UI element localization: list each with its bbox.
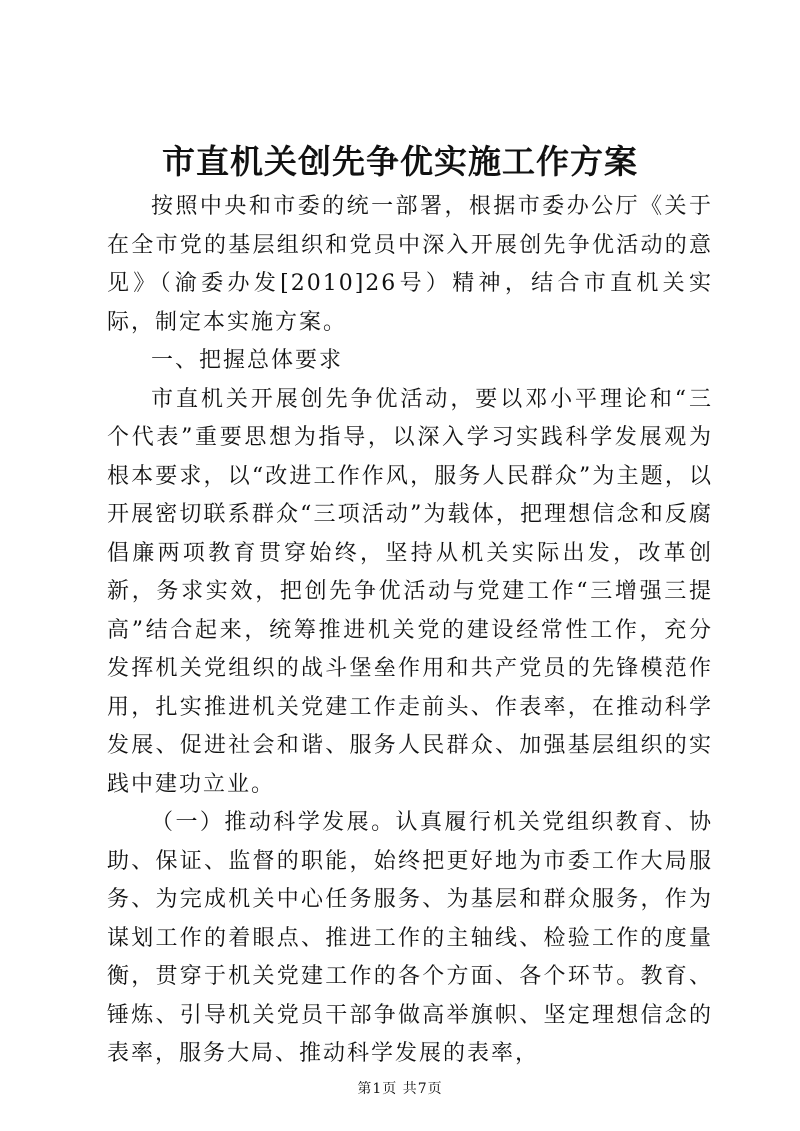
promote-scientific-development-paragraph: （一）推动科学发展。认真履行机关党组织教育、协助、保证、监督的职能，始终把更好地为市委工作大局服务、为完成机关中心任务服务、为基层和群众服务，作为谋划工作的着眼点、推进工作的主轴线、检验工作的度量衡，贯穿于机关党建工作的各个方面、各个环节。教育、锤炼、引导机关党员干部争做高举旗帜、坚定理想信念的表率，服务大局、推动科学发展的表率， bbox=[107, 810, 713, 1066]
document-body bbox=[107, 188, 713, 1074]
overall-requirements-paragraph: 市直机关开展创先争优活动，要以邓小平理论和“三个代表”重要思想为指导，以深入学习实践科学发展观为根本要求，以“改进工作作风，服务人民群众”为主题，以开展密切联系群众“三项活动”为载体，把理想信念和反腐倡廉两项教育贯穿始终，坚持从机关实际出发，改革创新，务求实效，把创先争优活动与党建工作“三增强三提高”结合起来，统筹推进机关党的建设经常性工作，充分发挥机关党组织的战斗堡垒作用和共产党员的先锋模范作用，扎实推进机关党建工作走前头、作表率，在推动科学发展、促进社会和谐、服务人民群众、加强基层组织的实践中建功立业。 bbox=[107, 386, 713, 797]
intro-paragraph: 按照中央和市委的统一部署，根据市委办公厅《关于在全市党的基层组织和党员中深入开展创先争优活动的意见》（渝委办发[2010]26号）精神，结合市直机关实际，制定本实施方案。 bbox=[107, 194, 713, 335]
section-heading-overall-requirements: 一、把握总体要求 bbox=[151, 348, 344, 373]
document-title: 市直机关创先争优实施工作方案 bbox=[162, 142, 638, 181]
page-number-footer: 第1页 共7页 bbox=[357, 1081, 443, 1097]
